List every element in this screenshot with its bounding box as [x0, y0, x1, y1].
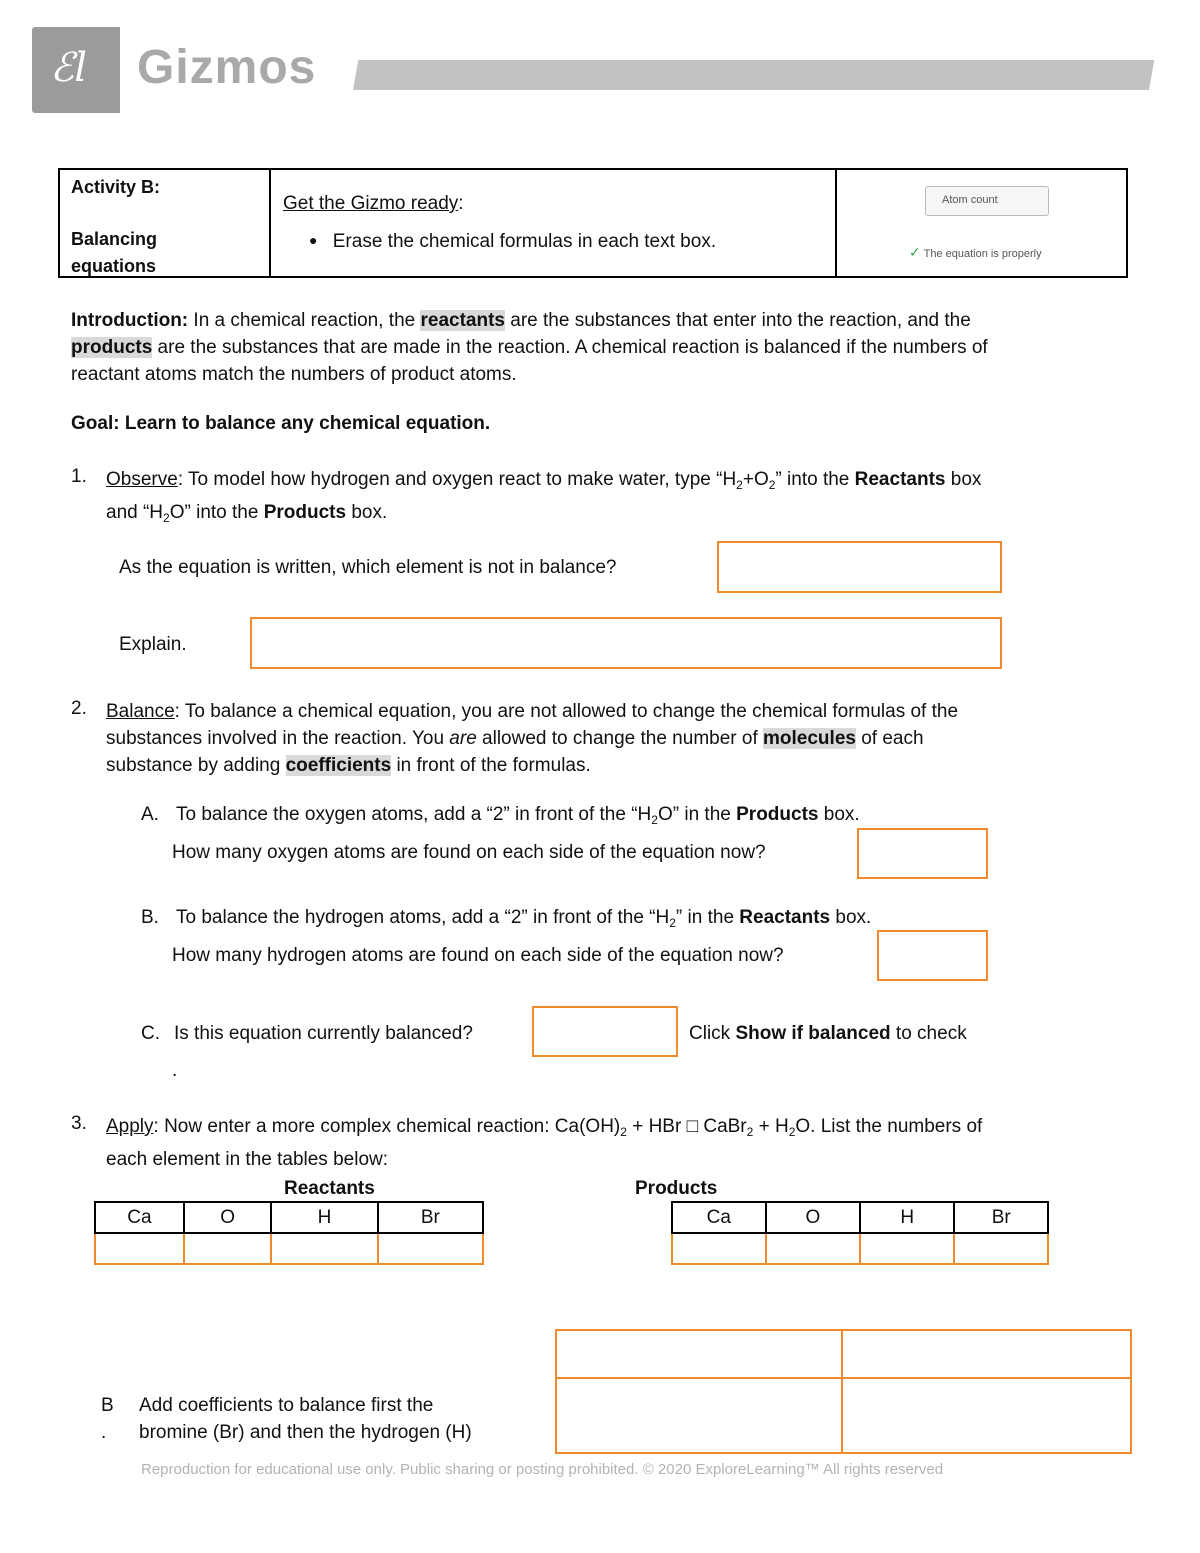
activity-label	[71, 174, 160, 280]
q2-number: 2.	[71, 698, 87, 719]
gizmos-logo-box	[32, 27, 120, 113]
reactants-cell-br[interactable]	[378, 1233, 483, 1264]
reactants-cell-o[interactable]	[184, 1233, 272, 1264]
products-table-title: Products	[635, 1178, 718, 1199]
reactants-table	[94, 1201, 484, 1265]
q1-answer-box[interactable]	[717, 541, 1002, 593]
products-header-br: Br	[954, 1202, 1048, 1233]
q2b-answer-box[interactable]	[877, 930, 988, 981]
keyword-products: products	[71, 337, 153, 358]
bullet-dot-icon: ●	[309, 232, 318, 248]
q2b-letter: B.	[141, 907, 159, 928]
intro-lead: Introduction:	[71, 310, 189, 331]
header-bar	[353, 60, 1154, 90]
ready-section: Get the Gizmo ready:	[283, 193, 464, 214]
checkmark-icon: ✓	[909, 244, 921, 260]
activity-subtitle-1: Balancing	[71, 229, 158, 249]
products-cell-h[interactable]	[860, 1233, 954, 1264]
introduction: Introduction: In a chemical reaction, the reactants are the substances that enter into the reaction, and the products are the substances that are made in the reaction. A chemical reaction is balanced if the numbers of reactant atoms match the numbers of product atoms.	[71, 310, 988, 385]
reactants-header-br: Br	[378, 1202, 483, 1233]
reactants-cell-h[interactable]	[271, 1233, 377, 1264]
q2c-dot: .	[172, 1060, 178, 1081]
products-header-h: H	[860, 1202, 954, 1233]
products-cell-br[interactable]	[954, 1233, 1048, 1264]
q2a-answer-box[interactable]	[857, 828, 988, 879]
keyword-molecules: molecules	[763, 728, 856, 749]
q2a-question: How many oxygen atoms are found on each side of the equation now?	[172, 842, 766, 863]
balanced-status-thumb	[909, 244, 1051, 261]
products-cell-ca[interactable]	[672, 1233, 766, 1264]
q3-text: Apply: Now enter a more complex chemical reaction: $Ca(OH)_2$ + HBr □ CaBr$_2$ + $H_2O$. List the numbers of each element in the tables below:	[106, 1116, 983, 1170]
q1-label: Observe	[106, 469, 178, 490]
atom-count-button-thumb: Atom count	[925, 186, 1049, 216]
q3b-cell-2[interactable]	[843, 1331, 1130, 1377]
q2a-letter: A.	[141, 804, 159, 825]
logo-glyph: ℰl	[50, 45, 88, 91]
reactants-header-ca: Ca	[95, 1202, 184, 1233]
reactants-header-o: O	[184, 1202, 272, 1233]
q3b-cell-4[interactable]	[843, 1379, 1130, 1452]
q3b-text: Add coefficients to balance first the bromine (Br) and then the hydrogen (H)	[139, 1395, 472, 1443]
keyword-reactants: reactants	[420, 310, 505, 331]
products-header-o: O	[766, 1202, 860, 1233]
q2a-text: To balance the oxygen atoms, add a “2” in front of the “$H_2O$” in the Products box.	[176, 804, 860, 827]
q2-text: Balance: To balance a chemical equation, you are not allowed to change the chemical formulas of the substances involved in the reaction. You are allowed to change the number of molecules of each substance by adding coefficients in front of the formulas.	[106, 701, 959, 776]
q1-question: As the equation is written, which element is not in balance?	[119, 557, 617, 578]
show-if-balanced-label: Show if balanced	[735, 1023, 891, 1044]
reactants-header-h: H	[271, 1202, 377, 1233]
q2b-text: To balance the hydrogen atoms, add a “2” in front of the “$H_2$” in the Reactants box.	[176, 907, 872, 930]
activity-divider	[835, 168, 837, 278]
status-text: The equation is properly	[923, 248, 1042, 260]
q2c-letter: C.	[141, 1023, 160, 1044]
q2b-question: How many hydrogen atoms are found on each side of the equation now?	[172, 945, 784, 966]
q2c-instruction: Click Show if balanced to check	[689, 1023, 967, 1044]
footer-copyright: Reproduction for educational use only. Public sharing or posting prohibited. © 2020 ExploreLearning™ All rights reserved	[141, 1461, 944, 1478]
products-cell-o[interactable]	[766, 1233, 860, 1264]
q1-text: Observe: To model how hydrogen and oxygen react to make water, type “$H_2+O_2$” into the Reactants box and “$H_2O$” into the Products box.	[106, 469, 982, 525]
ready-bullet	[309, 231, 716, 253]
brand-title: Gizmos	[137, 41, 317, 94]
q3-label: Apply	[106, 1116, 154, 1137]
ready-bullet-text: Erase the chemical formulas in each text box.	[332, 231, 717, 252]
products-table	[671, 1201, 1049, 1265]
q2-label: Balance	[106, 701, 175, 722]
activity-subtitle-2: equations	[71, 256, 157, 276]
goal: Goal: Learn to balance any chemical equation.	[71, 413, 491, 434]
q1-number: 1.	[71, 466, 87, 487]
q3b-letter: B .	[101, 1395, 114, 1443]
reactants-table-title: Reactants	[284, 1178, 375, 1199]
q3b-cell-1[interactable]	[557, 1331, 841, 1377]
q1-explain-box[interactable]	[250, 617, 1002, 669]
q2c-answer-box[interactable]	[532, 1006, 678, 1057]
reactants-cell-ca[interactable]	[95, 1233, 184, 1264]
q3b-cell-3[interactable]	[557, 1379, 841, 1452]
ready-title: Get the Gizmo ready	[283, 193, 459, 214]
q1-explain-label: Explain.	[119, 634, 187, 655]
keyword-coefficients: coefficients	[285, 755, 392, 776]
q3-number: 3.	[71, 1113, 87, 1134]
products-header-ca: Ca	[672, 1202, 766, 1233]
activity-title: Activity B:	[71, 177, 161, 197]
q2c-question: Is this equation currently balanced?	[174, 1023, 473, 1044]
